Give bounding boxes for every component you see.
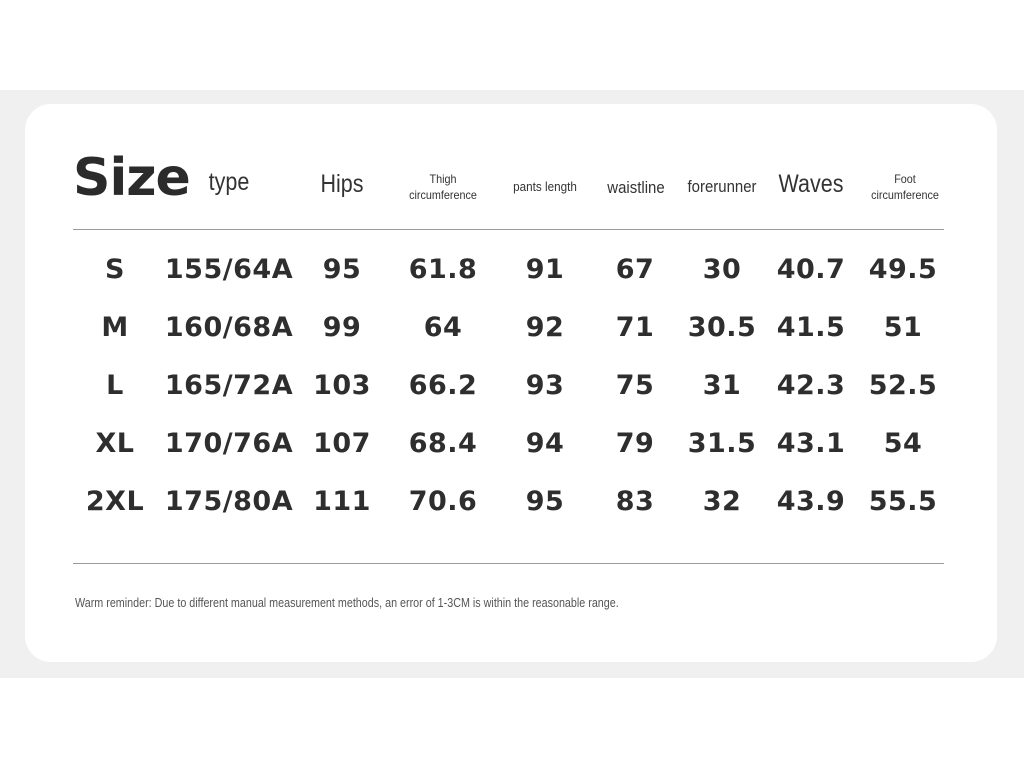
column-header-0: type [208, 168, 250, 196]
table-cell: 79 [615, 428, 655, 459]
column-header-6: Waves [778, 170, 844, 198]
table-cell: 31.5 [687, 428, 757, 459]
table-cell: 165/72A [164, 370, 294, 401]
table-cell: 155/64A [164, 254, 294, 285]
table-cell: 31 [702, 370, 742, 401]
table-cell: 42.3 [776, 370, 846, 401]
size-label-cell: L [106, 370, 124, 401]
table-cell: 99 [322, 312, 362, 343]
column-header-4: waistline [607, 178, 665, 197]
table-cell: 30 [702, 254, 742, 285]
page-title: Size [73, 148, 190, 208]
table-cell: 175/80A [164, 486, 294, 517]
table-cell: 30.5 [687, 312, 757, 343]
table-cell: 95 [322, 254, 362, 285]
table-cell: 43.9 [776, 486, 846, 517]
size-label-cell: M [101, 312, 129, 343]
table-cell: 43.1 [776, 428, 846, 459]
column-header-2: Thigh circumference [409, 172, 477, 202]
table-cell: 68.4 [408, 428, 478, 459]
footer-divider [73, 563, 944, 564]
header-divider [73, 229, 944, 230]
table-cell: 64 [423, 312, 463, 343]
table-cell: 52.5 [868, 370, 938, 401]
table-cell: 55.5 [868, 486, 938, 517]
column-header-3: pants length [513, 179, 577, 194]
size-label-cell: XL [95, 428, 135, 459]
table-cell: 103 [313, 370, 371, 401]
warm-reminder-note: Warm reminder: Due to different manual measurement methods, an error of 1-3CM is within the reasonable range. [75, 596, 619, 610]
table-cell: 66.2 [408, 370, 478, 401]
table-cell: 41.5 [776, 312, 846, 343]
table-cell: 71 [615, 312, 655, 343]
table-cell: 40.7 [776, 254, 846, 285]
table-cell: 93 [525, 370, 565, 401]
table-cell: 92 [525, 312, 565, 343]
table-cell: 111 [313, 486, 371, 517]
table-cell: 54 [883, 428, 923, 459]
table-cell: 75 [615, 370, 655, 401]
table-cell: 49.5 [868, 254, 938, 285]
table-cell: 91 [525, 254, 565, 285]
table-cell: 94 [525, 428, 565, 459]
column-header-7: Foot circumference [871, 172, 939, 202]
table-cell: 83 [615, 486, 655, 517]
table-cell: 67 [615, 254, 655, 285]
table-cell: 160/68A [164, 312, 294, 343]
table-cell: 70.6 [408, 486, 478, 517]
size-label-cell: S [105, 254, 125, 285]
table-cell: 51 [883, 312, 923, 343]
table-cell: 170/76A [164, 428, 294, 459]
table-cell: 95 [525, 486, 565, 517]
column-header-1: Hips [320, 170, 364, 198]
size-label-cell: 2XL [85, 486, 145, 517]
column-header-5: forerunner [687, 177, 757, 196]
table-cell: 61.8 [408, 254, 478, 285]
table-cell: 107 [313, 428, 371, 459]
table-cell: 32 [702, 486, 742, 517]
